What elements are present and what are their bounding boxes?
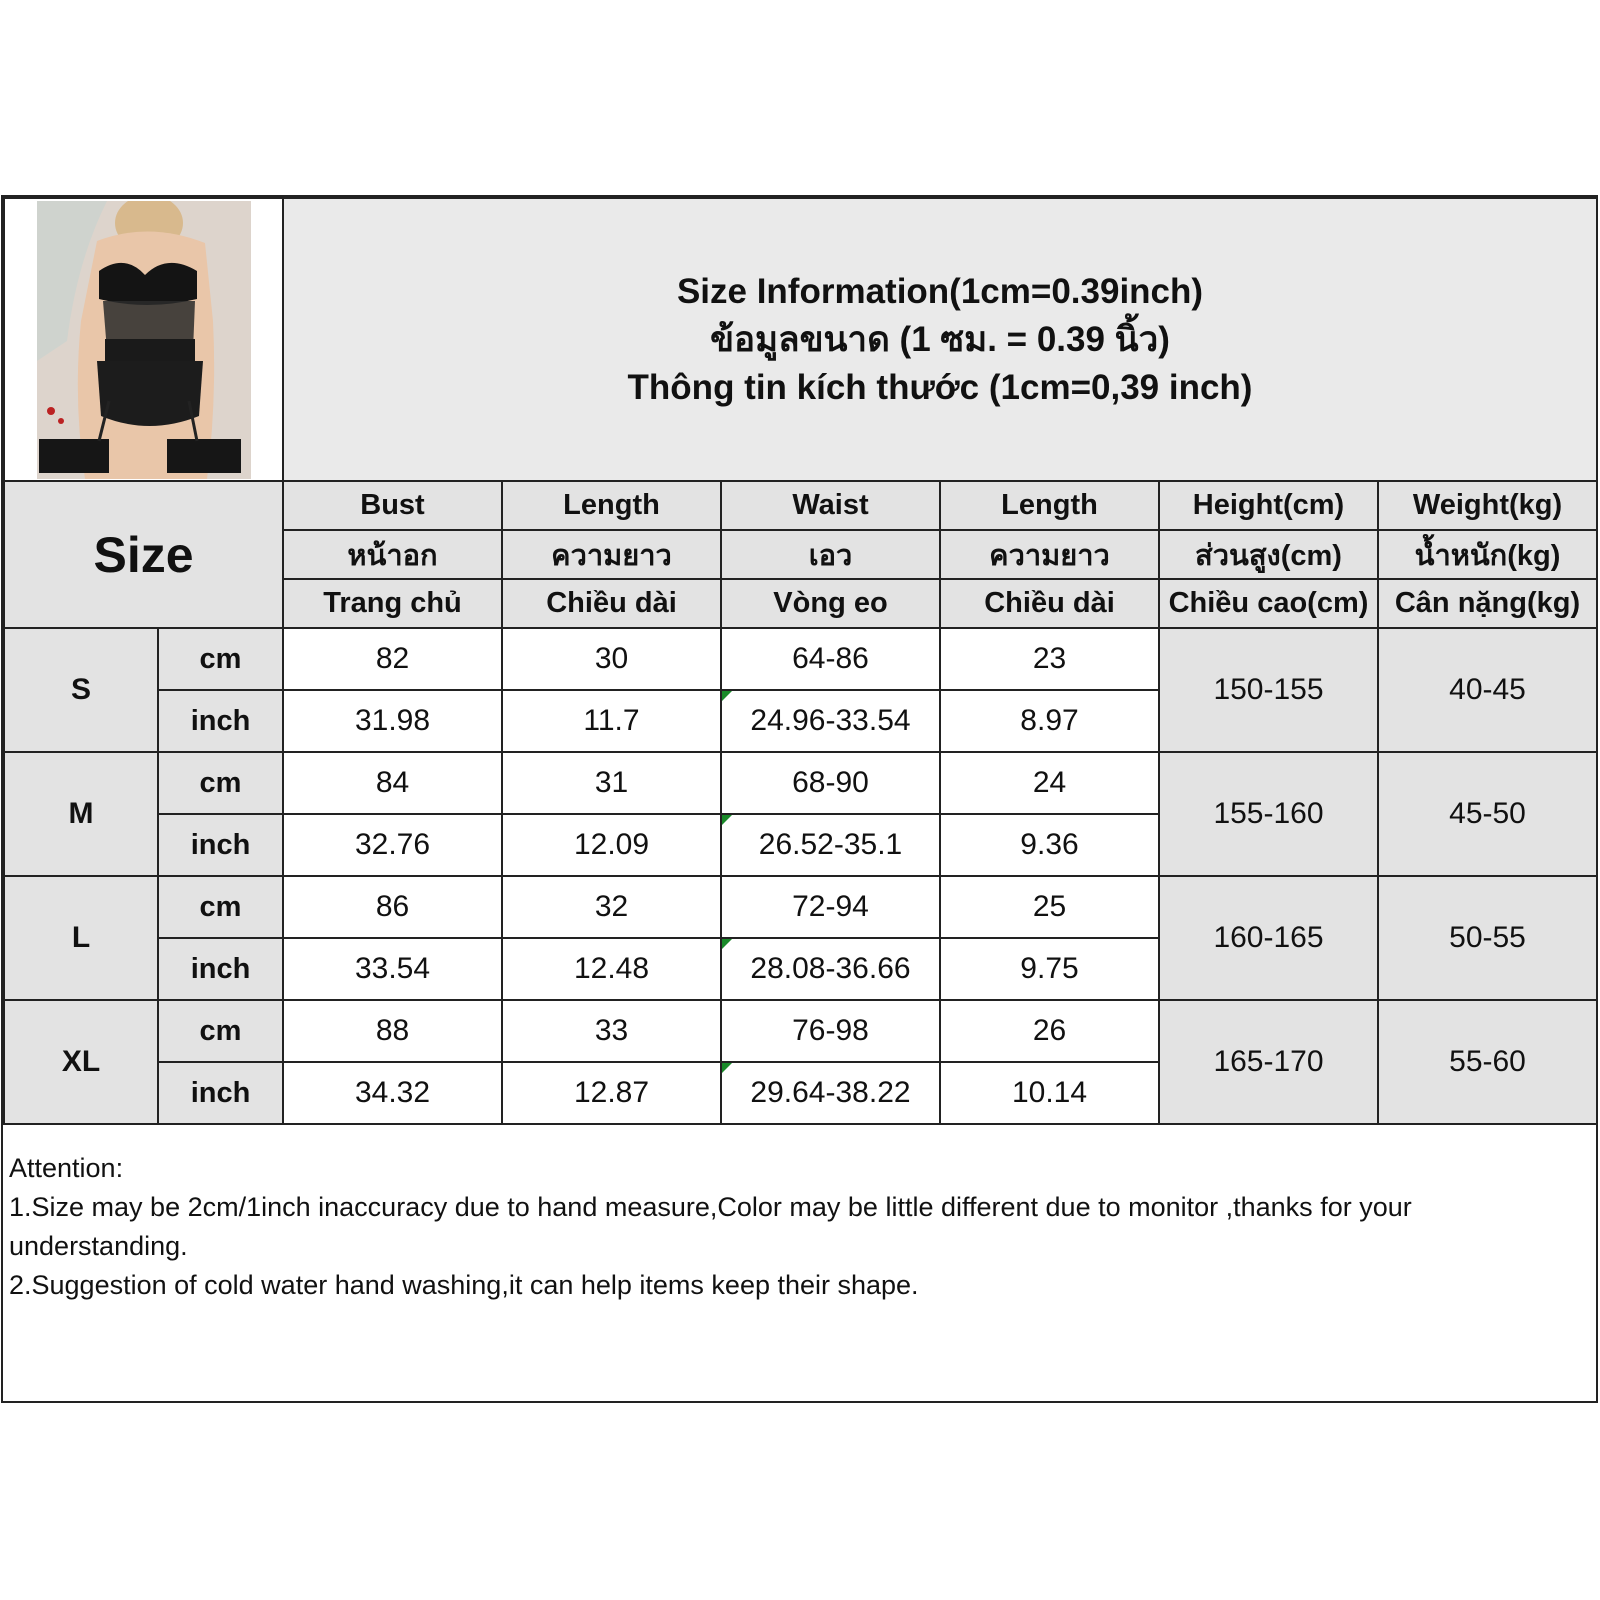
unit-inch: inch (158, 1062, 283, 1124)
waist-cm: 68-90 (721, 752, 940, 814)
unit-cm: cm (158, 1000, 283, 1062)
col-length2-th: ความยาว (940, 530, 1159, 579)
length-cm: 31 (502, 752, 721, 814)
col-weight-th: น้ำหนัก(kg) (1378, 530, 1597, 579)
bust-inch: 34.32 (283, 1062, 502, 1124)
length2-cm: 26 (940, 1000, 1159, 1062)
height-range: 160-165 (1159, 876, 1378, 1000)
length2-inch: 9.75 (940, 938, 1159, 1000)
length-cm: 32 (502, 876, 721, 938)
note-2: 2.Suggestion of cold water hand washing,it can help items keep their shape. (9, 1270, 919, 1300)
col-height-vi: Chiều cao(cm) (1159, 579, 1378, 628)
title-th: ข้อมูลขนาด (1 ซม. = 0.39 นิ้ว) (710, 319, 1170, 359)
bust-cm: 82 (283, 628, 502, 690)
bust-inch: 32.76 (283, 814, 502, 876)
unit-cm: cm (158, 628, 283, 690)
col-bust-vi: Trang chủ (283, 579, 502, 628)
waist-inch (721, 938, 940, 1000)
waist-cm: 72-94 (721, 876, 940, 938)
weight-range: 50-55 (1378, 876, 1597, 1000)
bust-inch: 31.98 (283, 690, 502, 752)
waist-cm: 64-86 (721, 628, 940, 690)
col-height-en: Height(cm) (1159, 481, 1378, 530)
length-inch: 12.87 (502, 1062, 721, 1124)
unit-inch: inch (158, 690, 283, 752)
size-label: XL (4, 1000, 158, 1124)
col-waist-th: เอว (721, 530, 940, 579)
cell-comment-marker (722, 1063, 732, 1073)
bust-cm: 86 (283, 876, 502, 938)
title-en: Size Information(1cm=0.39inch) (676, 271, 1204, 311)
bust-cm: 88 (283, 1000, 502, 1062)
length-cm: 33 (502, 1000, 721, 1062)
size-label: S (4, 628, 158, 752)
height-range: 155-160 (1159, 752, 1378, 876)
cell-comment-marker (722, 815, 732, 825)
unit-inch: inch (158, 814, 283, 876)
length-inch: 11.7 (502, 690, 721, 752)
col-length-en: Length (502, 481, 721, 530)
table-row (4, 1000, 1597, 1062)
size-label: M (4, 752, 158, 876)
col-bust-en: Bust (283, 481, 502, 530)
size-label: L (4, 876, 158, 1000)
size-information-title (283, 198, 1597, 481)
length-cm: 30 (502, 628, 721, 690)
col-length2-vi: Chiều dài (940, 579, 1159, 628)
size-table (3, 197, 1598, 1125)
table-row (4, 876, 1597, 938)
model-lingerie-illustration (37, 201, 251, 479)
col-weight-en: Weight(kg) (1378, 481, 1597, 530)
col-waist-en: Waist (721, 481, 940, 530)
unit-inch: inch (158, 938, 283, 1000)
col-length-th: ความยาว (502, 530, 721, 579)
height-range: 165-170 (1159, 1000, 1378, 1124)
size-header: Size (4, 481, 283, 628)
waist-inch (721, 814, 940, 876)
length2-inch: 10.14 (940, 1062, 1159, 1124)
col-length2-en: Length (940, 481, 1159, 530)
length2-inch: 9.36 (940, 814, 1159, 876)
waist-cm: 76-98 (721, 1000, 940, 1062)
length2-inch: 8.97 (940, 690, 1159, 752)
waist-inch (721, 690, 940, 752)
unit-cm: cm (158, 876, 283, 938)
cell-comment-marker (722, 939, 732, 949)
weight-range: 45-50 (1378, 752, 1597, 876)
weight-range: 40-45 (1378, 628, 1597, 752)
col-bust-th: หน้าอก (283, 530, 502, 579)
col-length-vi: Chiều dài (502, 579, 721, 628)
waist-inch-value: 28.08-36.66 (750, 952, 911, 985)
waist-inch-value: 26.52-35.1 (758, 828, 903, 861)
cell-comment-marker (722, 691, 732, 701)
table-row (4, 628, 1597, 690)
attention-notes (9, 1149, 1589, 1305)
height-range: 150-155 (1159, 628, 1378, 752)
col-height-th: ส่วนสูง(cm) (1159, 530, 1378, 579)
table-row (4, 752, 1597, 814)
waist-inch-value: 24.96-33.54 (750, 704, 911, 737)
title-row (4, 198, 1597, 481)
unit-cm: cm (158, 752, 283, 814)
bust-cm: 84 (283, 752, 502, 814)
waist-inch-value: 29.64-38.22 (750, 1076, 911, 1109)
length2-cm: 25 (940, 876, 1159, 938)
weight-range: 55-60 (1378, 1000, 1597, 1124)
length2-cm: 24 (940, 752, 1159, 814)
size-chart-sheet (1, 195, 1598, 1403)
col-weight-vi: Cân nặng(kg) (1378, 579, 1597, 628)
product-photo (37, 201, 251, 479)
title-vi: Thông tin kích thước (1cm=0,39 inch) (627, 367, 1253, 407)
note-1: 1.Size may be 2cm/1inch inaccuracy due to hand measure,Color may be little different due to monitor ,thanks for your understanding. (9, 1192, 1412, 1261)
attention-heading: Attention: (9, 1153, 124, 1183)
product-photo-cell (4, 198, 283, 481)
length-inch: 12.48 (502, 938, 721, 1000)
col-waist-vi: Vòng eo (721, 579, 940, 628)
bust-inch: 33.54 (283, 938, 502, 1000)
length-inch: 12.09 (502, 814, 721, 876)
waist-inch (721, 1062, 940, 1124)
length2-cm: 23 (940, 628, 1159, 690)
header-row-en (4, 481, 1597, 530)
